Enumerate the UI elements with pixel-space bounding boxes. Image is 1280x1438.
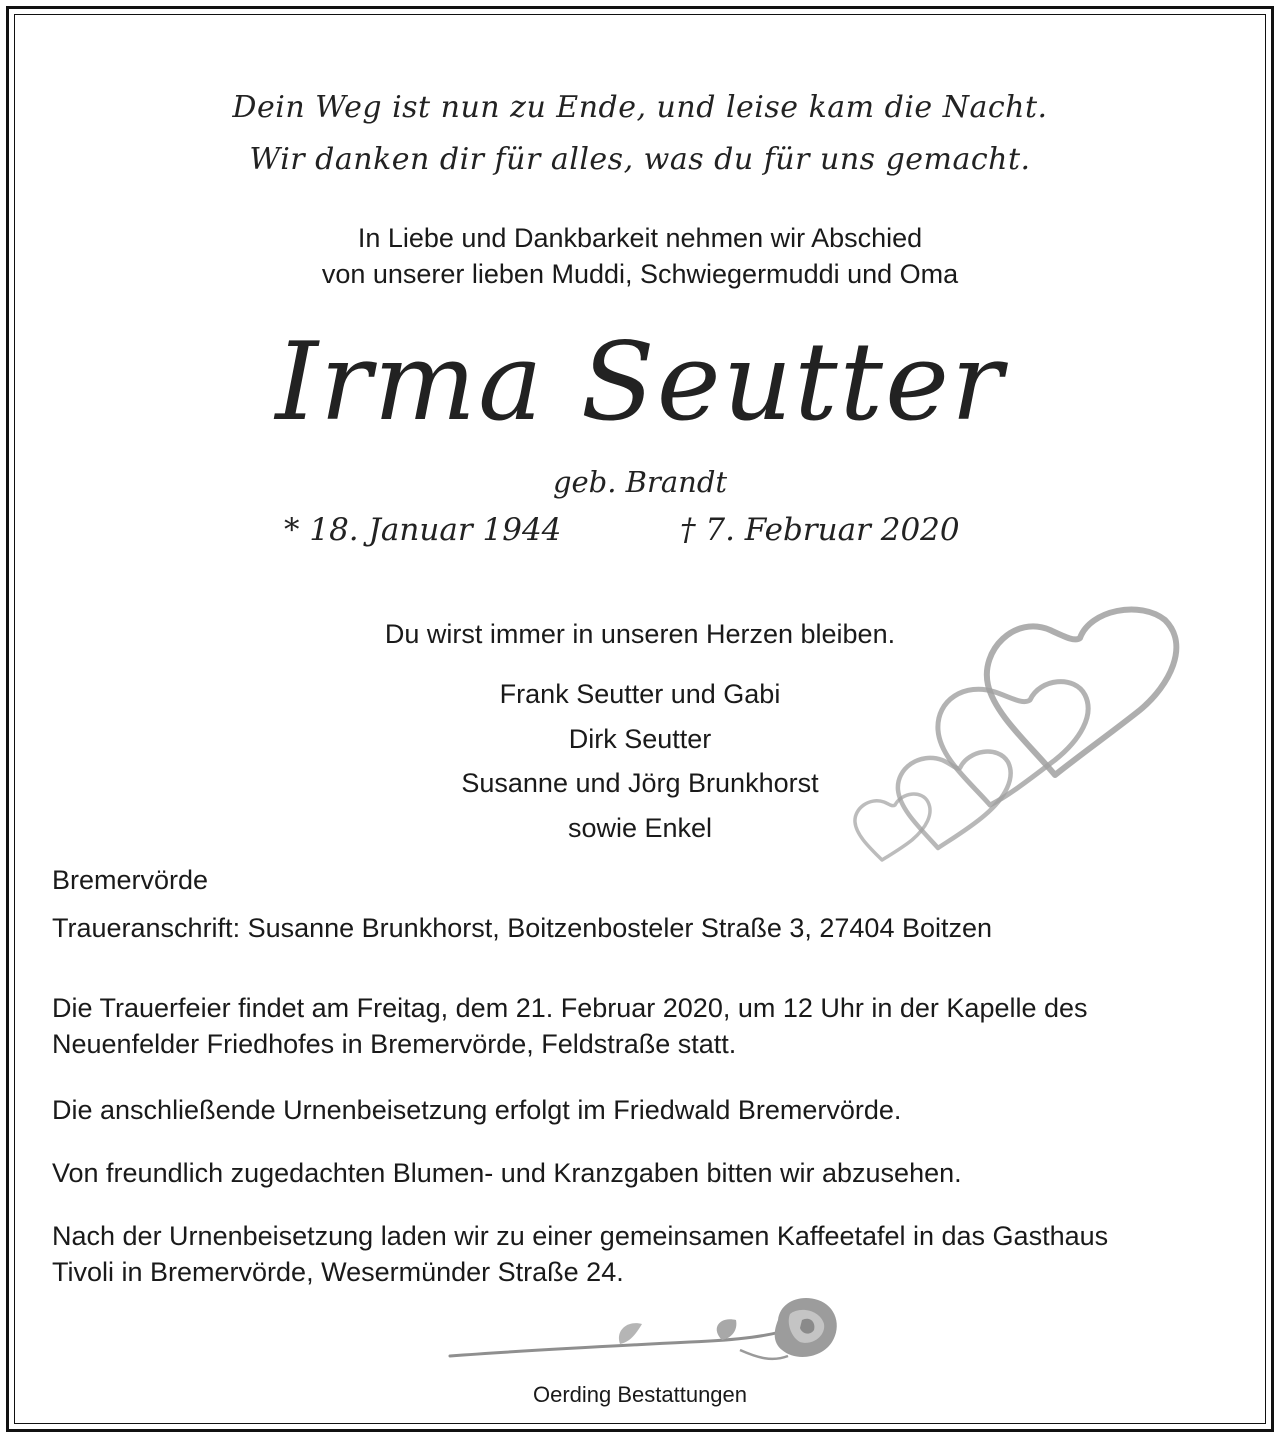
coffee-line-1: Nach der Urnenbeisetzung laden wir zu einer gemeinsamen Kaffeetafel in das Gasthaus <box>52 1221 1109 1251</box>
mourner-4: sowie Enkel <box>567 812 713 843</box>
funeral-line-1: Die Trauerfeier findet am Freitag, dem 21. Februar 2020, um 12 Uhr in der Kapelle des <box>52 993 1088 1023</box>
mourner-3: Susanne und Jörg Brunkhorst <box>461 768 819 798</box>
urn-note: Die anschließende Urnenbeisetzung erfolgt im Friedwald Bremervörde. <box>52 1095 902 1125</box>
verse <box>0 82 1280 186</box>
intro-text <box>0 220 1280 292</box>
coffee-line-2: Tivoli in Bremervörde, Wesermünder Straße 24. <box>52 1257 624 1287</box>
undertaker-name: Oerding Bestattungen <box>532 1382 748 1407</box>
deceased-name: Irma Seutter <box>275 320 1005 445</box>
verse-line-1: Dein Weg ist nun zu Ende, und leise kam die Nacht. <box>232 90 1048 125</box>
mourners-list <box>0 672 1280 850</box>
death-date: † 7. Februar 2020 <box>680 512 960 548</box>
funeral-note <box>52 990 1242 1062</box>
mourning-address: Traueranschrift: Susanne Brunkhorst, Boitzenbosteler Straße 3, 27404 Boitzen <box>52 913 993 943</box>
maiden-name: geb. Brandt <box>552 465 728 499</box>
motto: Du wirst immer in unseren Herzen bleiben. <box>384 619 896 649</box>
mourner-1: Frank Seutter und Gabi <box>499 679 781 709</box>
place: Bremervörde <box>52 865 209 895</box>
intro-line-2: von unserer lieben Muddi, Schwiegermuddi und Oma <box>321 259 959 289</box>
rose-icon <box>440 1290 850 1380</box>
funeral-line-2: Neuenfelder Friedhofes in Bremervörde, Feldstraße statt. <box>52 1029 737 1059</box>
mourner-2: Dirk Seutter <box>568 723 712 754</box>
flowers-note: Von freundlich zugedachten Blumen- und Kranzgaben bitten wir abzusehen. <box>52 1158 962 1188</box>
intro-line-1: In Liebe und Dankbarkeit nehmen wir Abschied <box>357 223 923 253</box>
verse-line-2: Wir danken dir für alles, was du für uns gemacht. <box>249 142 1031 177</box>
birth-date: * 18. Januar 1944 <box>284 512 562 548</box>
coffee-note <box>52 1218 1242 1290</box>
